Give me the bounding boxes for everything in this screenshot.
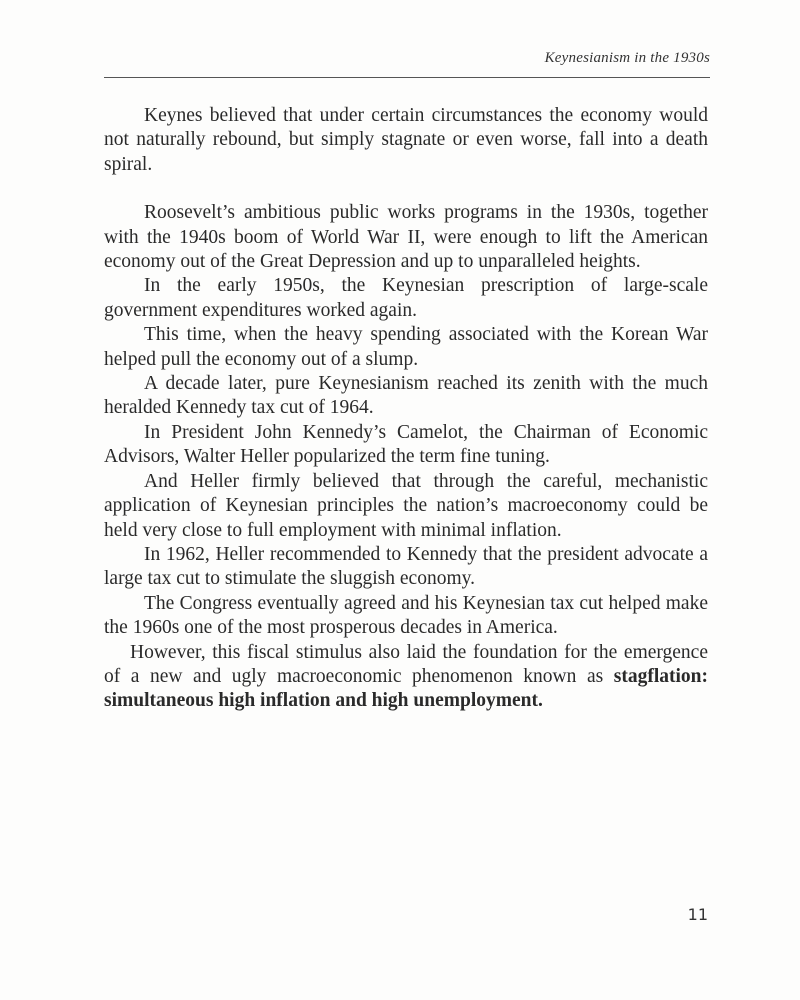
running-header: Keynesianism in the 1930s (544, 50, 710, 66)
paragraph: The Congress eventually agreed and his Keynesian tax cut helped make the 1960s one of the most prosperous decades in America. (104, 592, 708, 639)
paragraph: A decade later, pure Keynesianism reached its zenith with the much heralded Kennedy tax cut of 1964. (104, 373, 708, 419)
body-text (104, 104, 708, 714)
stagflation-definition: stagflation: simultaneous high inflation and high unemployment. (104, 665, 708, 712)
final-paragraph-text: However, this fiscal stimulus also laid the foundation for the emergence of a new and ugly macroeconomic phenomenon known as (104, 641, 708, 687)
paragraph: This time, when the heavy spending associated with the Korean War helped pull the economy out of a slump. (104, 324, 708, 370)
page-number: 11 (687, 905, 708, 924)
header-divider (104, 77, 710, 78)
paragraph: Roosevelt’s ambitious public works programs in the 1930s, together with the 1940s boom of World War II, were enough to lift the American economy out of the Great Depression and up to unparalleled heights. (104, 202, 708, 273)
paragraph: In 1962, Heller recommended to Kennedy that the president advocate a large tax cut to stimulate the sluggish economy. (104, 543, 708, 590)
final-paragraph (104, 641, 708, 714)
paragraph: And Heller firmly believed that through the careful, mechanistic application of Keynesian principles the nation’s macroeconomy could be held very close to full employment with minimal inflation. (104, 470, 708, 541)
paragraph: Keynes believed that under certain circumstances the economy would not naturally rebound, but simply stagnate or even worse, fall into a death spiral. (104, 105, 708, 175)
paragraph: In President John Kennedy’s Camelot, the Chairman of Economic Advisors, Walter Heller popularized the term fine tuning. (104, 421, 708, 468)
paragraph: In the early 1950s, the Keynesian prescription of large-scale government expenditures worked again. (104, 275, 708, 321)
